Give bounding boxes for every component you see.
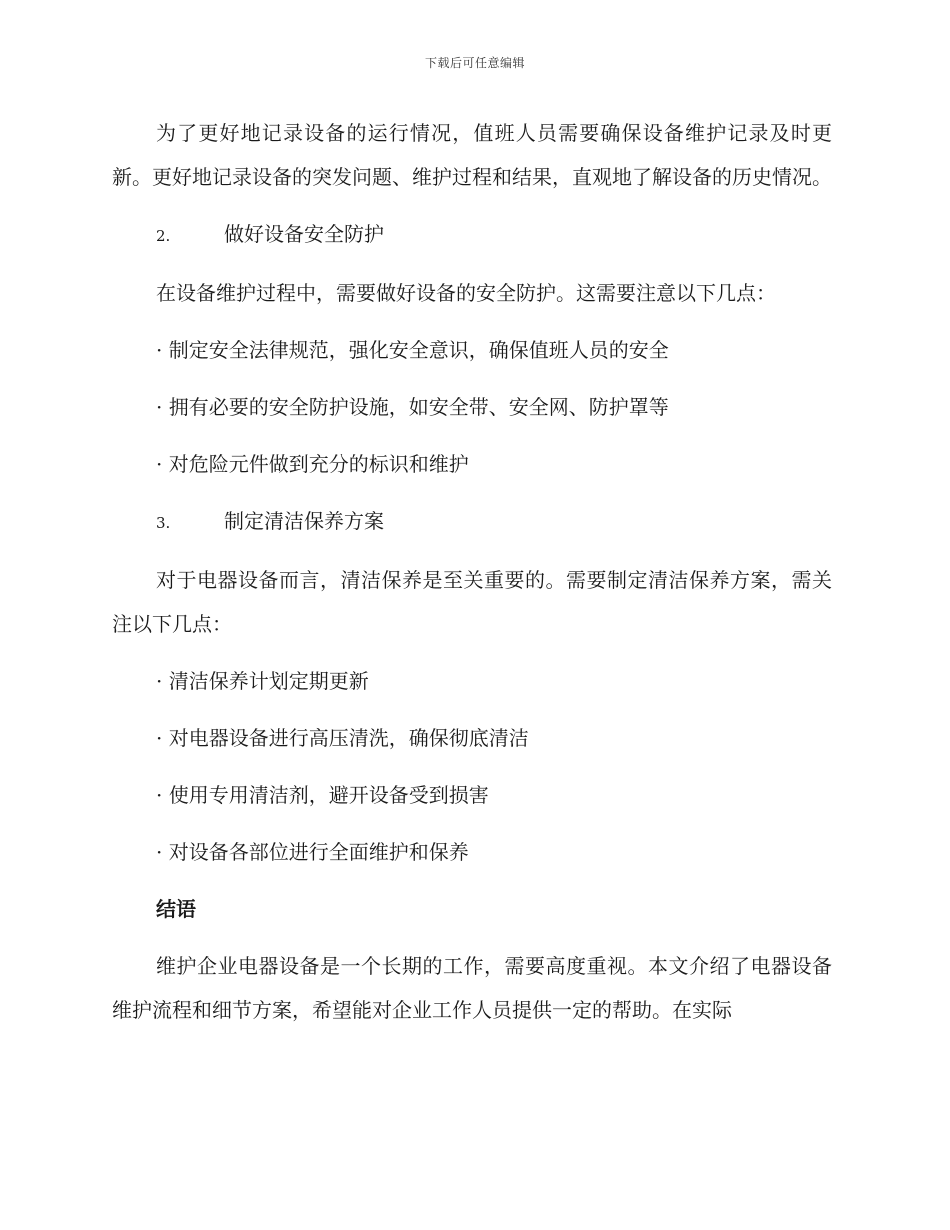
paragraph-conclusion: 维护企业电器设备是一个长期的工作，需要高度重视。本文介绍了电器设备维护流程和细节方案，希望能对企业工作人员提供一定的帮助。在实际 [112, 954, 832, 1022]
paragraph-cleaning-intro: 对于电器设备而言，清洁保养是至关重要的。需要制定清洁保养方案，需关注以下几点： [112, 568, 832, 636]
section-heading-cleaning [156, 499, 832, 545]
list-item: · 清洁保养计划定期更新 [156, 669, 369, 693]
list-item: · 对危险元件做到充分的标识和维护 [156, 452, 469, 476]
list-item: · 拥有必要的安全防护设施，如安全带、安全网、防护罩等 [156, 395, 669, 419]
paragraph-safety-intro: 在设备维护过程中，需要做好设备的安全防护。这需要注意以下几点： [156, 281, 776, 305]
section-title: 做好设备安全防护 [224, 222, 384, 246]
section-number: 3. [156, 514, 171, 532]
list-item: · 对电器设备进行高压清洗，确保彻底清洁 [156, 726, 529, 750]
conclusion-heading: 结语 [156, 897, 196, 921]
page-header: 下载后可任意编辑 [424, 56, 525, 70]
list-item: · 对设备各部位进行全面维护和保养 [156, 840, 469, 864]
paragraph-maintenance-records: 为了更好地记录设备的运行情况，值班人员需要确保设备维护记录及时更新。更好地记录设备的突发问题、维护过程和结果，直观地了解设备的历史情况。 [112, 121, 832, 189]
list-item: · 使用专用清洁剂，避开设备受到损害 [156, 783, 489, 807]
document-body [112, 111, 832, 1045]
section-number: 2. [156, 227, 171, 245]
section-heading-safety [156, 212, 832, 258]
list-item: · 制定安全法律规范，强化安全意识，确保值班人员的安全 [156, 338, 669, 362]
section-title: 制定清洁保养方案 [224, 509, 384, 533]
